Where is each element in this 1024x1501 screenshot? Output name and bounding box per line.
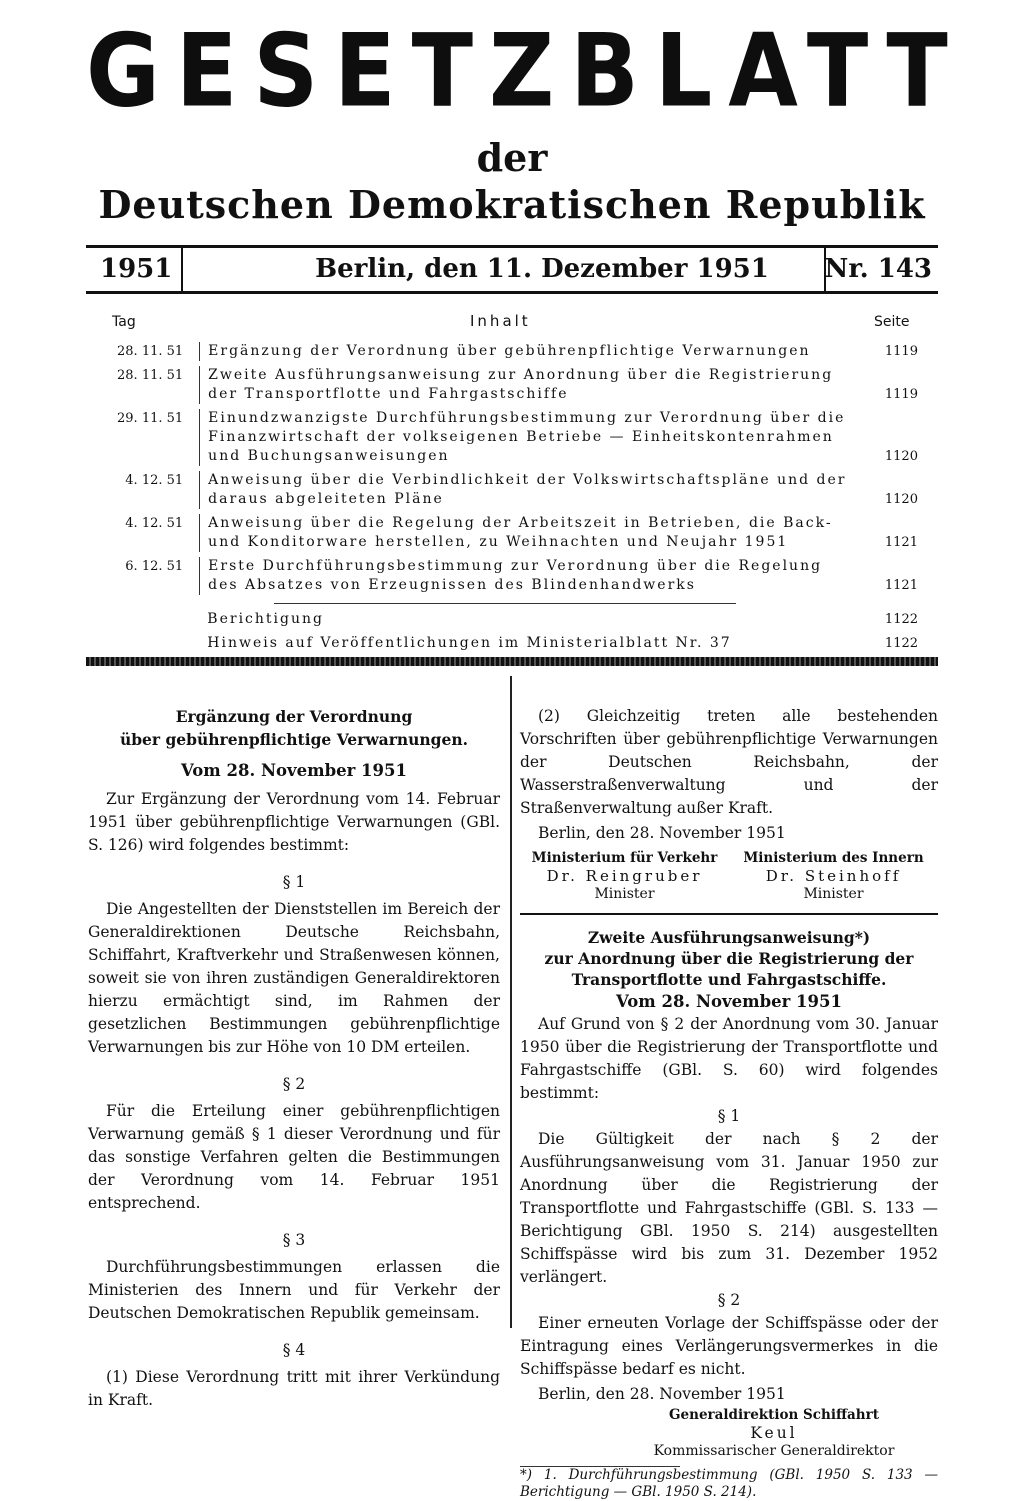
signatory-name: Keul (750, 1424, 798, 1442)
footnote: *) 1. Durchführungsbestimmung (GBl. 1950 S. 133 — Berichtigung — GBl. 1950 S. 214). (520, 1467, 938, 1500)
signatory-name: Dr. Steinhoff (765, 867, 902, 885)
issue-bar (86, 245, 938, 294)
article-title: über gebührenpflichtige Verwarnungen. (119, 730, 469, 749)
toc-entry (88, 342, 918, 361)
issue-year: 1951 (100, 254, 173, 284)
toc-page: 1122 (884, 636, 919, 651)
toc-page: 1120 (884, 449, 918, 464)
toc-title: Zweite Ausführungsanweisung zur Anordnung über die Registrierung der Transportflotte und Fahrgastschiffe (199, 366, 850, 404)
right-column (520, 705, 938, 1501)
toc-entry (88, 557, 918, 595)
section-heading: § 2 (717, 1291, 741, 1309)
toc-page: 1119 (884, 387, 918, 402)
section-text: Durchführungsbestimmungen erlassen die Ministerien des Innern und für Verkehr der Deutschen Demokratischen Republik gemeinsam. (88, 1258, 500, 1322)
masthead-title: GESETZBLATT (86, 12, 964, 130)
place-date: Berlin, den 28. November 1951 (538, 1385, 786, 1403)
ministry-name: Ministerium des Innern (743, 850, 924, 866)
toc-page: 1120 (884, 492, 918, 507)
issue-date: Berlin, den 11. Dezember 1951 (315, 254, 769, 284)
signatory-name: Dr. Reingruber (546, 867, 703, 885)
issue-number: Nr. 143 (824, 254, 932, 284)
left-column (88, 705, 500, 1412)
section-heading: § 4 (282, 1341, 306, 1359)
toc-extra (88, 610, 918, 629)
authority-name: Generaldirektion Schiffahrt (669, 1407, 879, 1423)
toc-date: 29. 11. 51 (117, 411, 184, 426)
toc-page: 1119 (884, 344, 918, 359)
article-date: Vom 28. November 1951 (181, 761, 407, 780)
section-rule (520, 913, 938, 915)
article-intro: Zur Ergänzung der Verordnung vom 14. Februar 1951 über gebührenpflichtige Verwarnungen (GBl. S. 126) wird folgendes bestimmt: (88, 790, 500, 854)
toc-date: 28. 11. 51 (117, 368, 184, 383)
column-divider (510, 676, 512, 1328)
heavy-rule (86, 657, 938, 666)
issue-divider (181, 248, 183, 291)
toc-entry (88, 409, 918, 466)
ministry-name: Ministerium für Verkehr (531, 850, 718, 866)
masthead-der: der (476, 135, 548, 180)
toc-page: 1122 (884, 612, 919, 627)
toc-date: 28. 11. 51 (117, 344, 184, 359)
section-text: Für die Erteilung einer gebührenpflichtigen Verwarnung gemäß § 1 dieser Verordnung und für das sonstige Verfahren gelten die Bestimmungen der Verordnung vom 14. Februar 1951 entsprechend. (88, 1102, 500, 1212)
section-heading: § 2 (282, 1075, 306, 1093)
paragraph: (2) Gleichzeitig treten alle bestehenden Vorschriften über gebührenpflichtige Verwarnungen der Deutschen Reichsbahn, der Wasserstraßenverwaltung und der Straßenverwaltung außer Kraft. (520, 707, 938, 817)
article-intro: Auf Grund von § 2 der Anordnung vom 30. Januar 1950 über die Registrierung der Transportflotte und Fahrgastschiffe (GBl. S. 60) wird folgendes bestimmt: (520, 1015, 938, 1102)
section-heading: § 1 (282, 873, 306, 891)
toc-title: Berichtigung (207, 611, 324, 627)
toc-page: 1121 (884, 535, 918, 550)
signatory-role: Minister (803, 886, 864, 902)
toc-date: 6. 12. 51 (125, 559, 184, 574)
article-title: Zweite Ausführungsanweisung*) (587, 928, 871, 947)
toc-entry (88, 366, 918, 404)
signature-block (520, 849, 729, 903)
toc-title: Ergänzung der Verordnung über gebührenpflichtige Verwarnungen (199, 342, 850, 361)
signatory-role: Kommissarischer Generaldirektor (653, 1443, 895, 1459)
toc-entry (88, 514, 918, 552)
article-title: Ergänzung der Verordnung (175, 707, 413, 726)
section-heading: § 3 (282, 1231, 306, 1249)
signatory-role: Minister (594, 886, 655, 902)
toc-page: 1121 (884, 578, 918, 593)
section-text: Die Gültigkeit der nach § 2 der Ausführungsanweisung vom 31. Januar 1950 zur Anordnung über die Registrierung der Transportflotte und Fahrgastschiffe (GBl. S. 133 — Berichtigung GBl. 1950 S. 214) ausgestellten Schiffspässe wird bis zum 31. Dezember 1952 verlängert. (520, 1130, 938, 1286)
toc-col-tag: Tag (112, 314, 136, 330)
toc-title: Einundzwanzigste Durchführungsbestimmung zur Verordnung über die Finanzwirtschaft der volkseigenen Betriebe — Einheitskontenrahmen und Buchungsanweisungen (199, 409, 850, 466)
signature-block (729, 849, 938, 903)
section-text: Die Angestellten der Dienststellen im Bereich der Generaldirektionen Deutsche Reichsbahn, Schiffahrt, Kraftverkehr und Straßenwesen können, soweit sie von ihren zuständigen Generaldirektoren hierzu ermächtigt sind, im Rahmen der gesetzlichen Bestimmungen gebührenpflichtige Verwarnungen bis zur Höhe von 10 DM erteilen. (88, 900, 500, 1056)
section-text: (1) Diese Verordnung tritt mit ihrer Verkündung in Kraft. (88, 1368, 500, 1409)
toc-separator (274, 603, 736, 604)
toc-extra (88, 634, 918, 653)
article-title: Transportflotte und Fahrgastschiffe. (571, 970, 887, 989)
toc-title: Anweisung über die Verbindlichkeit der Volkswirtschaftspläne und der daraus abgeleiteten Pläne (199, 471, 850, 509)
section-heading: § 1 (717, 1107, 741, 1125)
article-title: zur Anordnung über die Registrierung der (544, 949, 914, 968)
toc-title: Hinweis auf Veröffentlichungen im Ministerialblatt Nr. 37 (207, 635, 732, 651)
article-date: Vom 28. November 1951 (616, 992, 842, 1011)
toc-title: Erste Durchführungsbestimmung zur Verordnung über die Regelung des Absatzes von Erzeugnissen des Blindenhandwerks (199, 557, 850, 595)
toc-col-seite: Seite (874, 314, 910, 330)
table-of-contents (88, 342, 918, 658)
place-date: Berlin, den 28. November 1951 (538, 824, 786, 842)
toc-date: 4. 12. 51 (125, 516, 184, 531)
toc-title: Anweisung über die Regelung der Arbeitszeit in Betrieben, die Back- und Konditorware herstellen, zu Weihnachten und Neujahr 1951 (199, 514, 850, 552)
signatures (520, 849, 938, 903)
toc-date: 4. 12. 51 (125, 473, 184, 488)
masthead-subtitle: Deutschen Demokratischen Republik (98, 182, 926, 227)
section-text: Einer erneuten Vorlage der Schiffspässe oder der Eintragung eines Verlängerungsvermerkes in die Schiffspässe bedarf es nicht. (520, 1314, 938, 1378)
toc-entry (88, 471, 918, 509)
toc-col-inhalt: Inhalt (470, 312, 531, 330)
